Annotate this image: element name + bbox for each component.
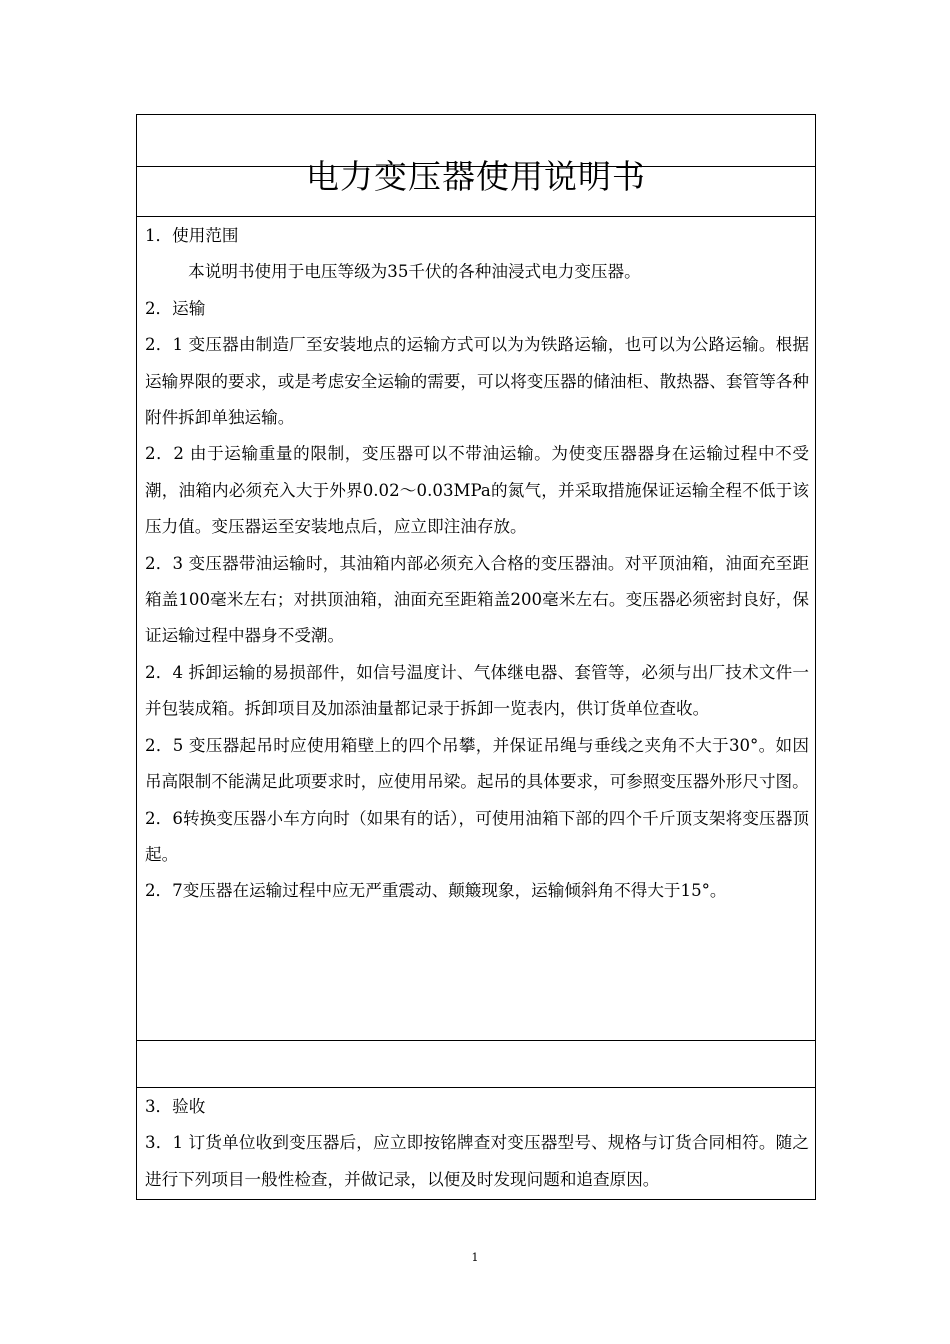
table-rule <box>137 216 815 217</box>
paragraph: 2．7变压器在运输过程中应无严重震动、颠簸现象，运输倾斜角不得大于15°。 <box>145 881 727 901</box>
document-title: 电力变压器使用说明书 <box>306 157 646 196</box>
section-heading: 2．运输 <box>145 298 206 318</box>
section-heading: 1．使用范围 <box>145 226 239 245</box>
table-rule <box>137 1040 815 1041</box>
table-rule <box>137 1087 815 1088</box>
paragraph: 2．4 拆卸运输的易损部件，如信号温度计、气体继电器、套管等，必须与出厂技术文件一并包装成箱。拆卸项目及加添油量都记录于拆卸一览表内，供订货单位查收。 <box>145 662 809 719</box>
section-acceptance <box>145 1089 809 1198</box>
paragraph: 2．2 由于运输重量的限制，变压器可以不带油运输。为使变压器器身在运输过程中不受潮，油箱内必须充入大于外界0.02～0.03MPa的氮气，并采取措施保证运输全程不低于该压力值。变压器运至安装地点后，应立即注油存放。 <box>145 444 809 537</box>
document-table <box>136 114 816 1200</box>
paragraph: 2．1 变压器由制造厂至安装地点的运输方式可以为为铁路运输，也可以为公路运输。根据运输界限的要求，或是考虑安全运输的需要，可以将变压器的储油柜、散热器、套管等各种附件拆卸单独运输。 <box>145 335 809 428</box>
paragraph: 本说明书使用于电压等级为35千伏的各种油浸式电力变压器。 <box>188 262 641 282</box>
paragraph: 2．3 变压器带油运输时，其油箱内部必须充入合格的变压器油。对平顶油箱，油面充至距箱盖100毫米左右；对拱顶油箱，油面充至距箱盖200毫米左右。变压器必须密封良好，保证运输过程中器身不受潮。 <box>145 553 809 646</box>
section-transport-scope <box>145 218 809 910</box>
paragraph: 2．5 变压器起吊时应使用箱壁上的四个吊攀，并保证吊绳与垂线之夹角不大于30°。如因吊高限制不能满足此项要求时，应使用吊梁。起吊的具体要求，可参照变压器外形尺寸图。 <box>145 735 809 792</box>
paragraph: 2．6转换变压器小车方向时（如果有的话），可使用油箱下部的四个千斤顶支架将变压器顶起。 <box>145 808 809 864</box>
paragraph: 3．1 订货单位收到变压器后，应立即按铭牌查对变压器型号、规格与订货合同相符。随之进行下列项目一般性检查，并做记录，以便及时发现问题和追查原因。 <box>145 1133 809 1189</box>
page-number: 1 <box>471 1251 479 1264</box>
section-heading: 3．验收 <box>145 1097 206 1116</box>
